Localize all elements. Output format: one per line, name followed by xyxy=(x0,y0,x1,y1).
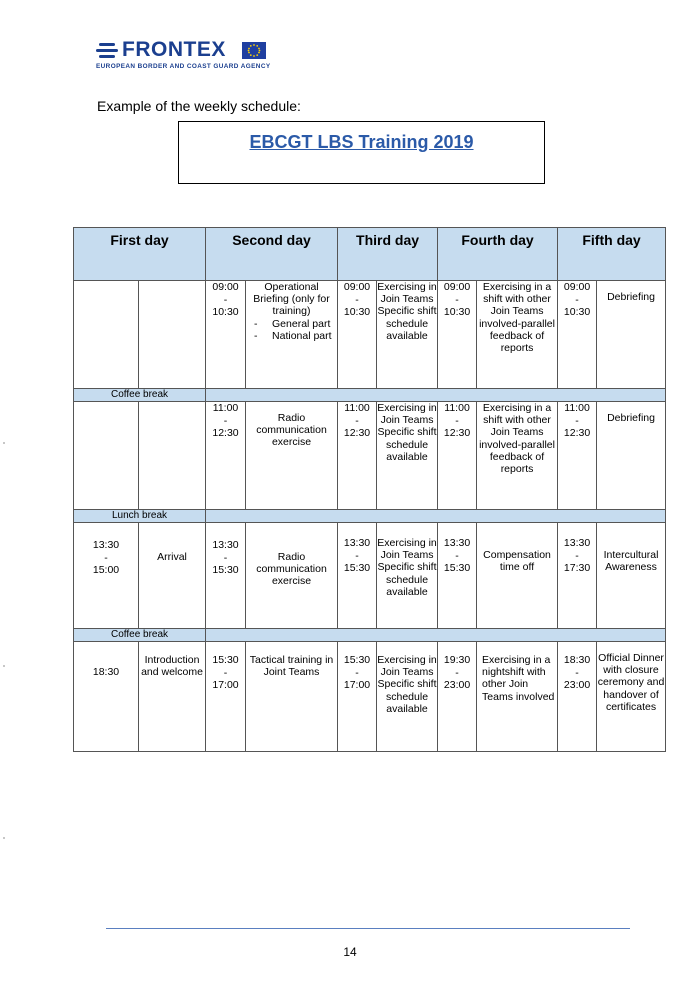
frontex-emblem-icon xyxy=(96,42,118,60)
day-header: Fifth day xyxy=(558,228,666,281)
break-row xyxy=(74,389,666,402)
activity-cell: Official Dinner with closure ceremony and handover of certificates xyxy=(597,642,666,752)
empty-cell xyxy=(139,402,206,510)
page-number: 14 xyxy=(343,945,357,959)
time-cell: 09:00 - 10:30 xyxy=(338,281,377,389)
time-cell: 13:30 - 17:30 xyxy=(558,523,597,629)
activity-cell: Arrival xyxy=(139,523,206,629)
activity-cell: Intercultural Awareness xyxy=(597,523,666,629)
activity-cell: Operational Briefing (only for training) - General part - National part xyxy=(246,281,338,389)
logo-subtitle: EUROPEAN BORDER AND COAST GUARD AGENCY xyxy=(96,63,271,70)
time-cell: 15:30 - 17:00 xyxy=(338,642,377,752)
activity-cell: Radio communication exercise xyxy=(246,402,338,510)
break-label: Coffee break xyxy=(74,389,206,402)
time-cell: 11:00 - 12:30 xyxy=(558,402,597,510)
schedule-row xyxy=(74,642,666,752)
activity-cell: Debriefing xyxy=(597,281,666,389)
time-cell: 19:30 - 23:00 xyxy=(438,642,477,752)
activity-cell: Radio communication exercise xyxy=(246,523,338,629)
time-cell: 11:00 - 12:30 xyxy=(206,402,246,510)
day-header: Fourth day xyxy=(438,228,558,281)
activity-cell: Debriefing xyxy=(597,402,666,510)
day-header: Second day xyxy=(206,228,338,281)
day-header: Third day xyxy=(338,228,438,281)
time-cell: 11:00 - 12:30 xyxy=(438,402,477,510)
document-title: EBCGT LBS Training 2019 xyxy=(249,132,474,152)
activity-cell: Exercising in Join Teams Specific shift schedule available xyxy=(377,281,438,389)
time-cell: 13:30 - 15:30 xyxy=(338,523,377,629)
activity-cell: Exercising in a shift with other Join Teams involved-parallel feedback of reports xyxy=(477,402,558,510)
eu-flag-icon xyxy=(242,42,266,59)
empty-cell xyxy=(139,281,206,389)
schedule-row xyxy=(74,402,666,510)
schedule-row xyxy=(74,523,666,629)
activity-cell: Compensation time off xyxy=(477,523,558,629)
activity-cell: Exercising in Join Teams Specific shift schedule available xyxy=(377,523,438,629)
time-cell: 13:30 - 15:30 xyxy=(206,523,246,629)
logo-name: FRONTEX xyxy=(122,38,226,61)
time-cell: 13:30 - 15:00 xyxy=(74,523,139,629)
activity-cell: Exercising in Join Teams Specific shift schedule available xyxy=(377,402,438,510)
empty-cell xyxy=(74,402,139,510)
activity-cell: Exercising in a shift with other Join Teams involved-parallel feedback of reports xyxy=(477,281,558,389)
time-cell: 13:30 - 15:30 xyxy=(438,523,477,629)
break-label: Coffee break xyxy=(74,629,206,642)
time-cell: 18:30 xyxy=(74,642,139,752)
footer-divider xyxy=(106,928,630,929)
scan-mark xyxy=(3,442,5,444)
activity-cell: Exercising in a nightshift with other Join Teams involved xyxy=(477,642,558,752)
empty-cell xyxy=(74,281,139,389)
time-cell: 09:00 - 10:30 xyxy=(438,281,477,389)
day-header: First day xyxy=(74,228,206,281)
scan-mark xyxy=(3,665,5,667)
scan-mark xyxy=(3,837,5,839)
time-cell: 11:00 - 12:30 xyxy=(338,402,377,510)
activity-cell: Introduction and welcome xyxy=(139,642,206,752)
time-cell: 09:00 - 10:30 xyxy=(558,281,597,389)
activity-cell: Tactical training in Joint Teams xyxy=(246,642,338,752)
header-row xyxy=(74,228,666,281)
break-row xyxy=(74,629,666,642)
activity-cell: Exercising in Join Teams Specific shift schedule available xyxy=(377,642,438,752)
time-cell: 09:00 - 10:30 xyxy=(206,281,246,389)
break-label: Lunch break xyxy=(74,510,206,523)
intro-text: Example of the weekly schedule: xyxy=(97,98,301,114)
break-row xyxy=(74,510,666,523)
title-box xyxy=(178,121,545,184)
time-cell: 15:30 - 17:00 xyxy=(206,642,246,752)
time-cell: 18:30 - 23:00 xyxy=(558,642,597,752)
weekly-schedule-table xyxy=(73,227,666,752)
frontex-logo xyxy=(96,40,296,74)
schedule-row xyxy=(74,281,666,389)
